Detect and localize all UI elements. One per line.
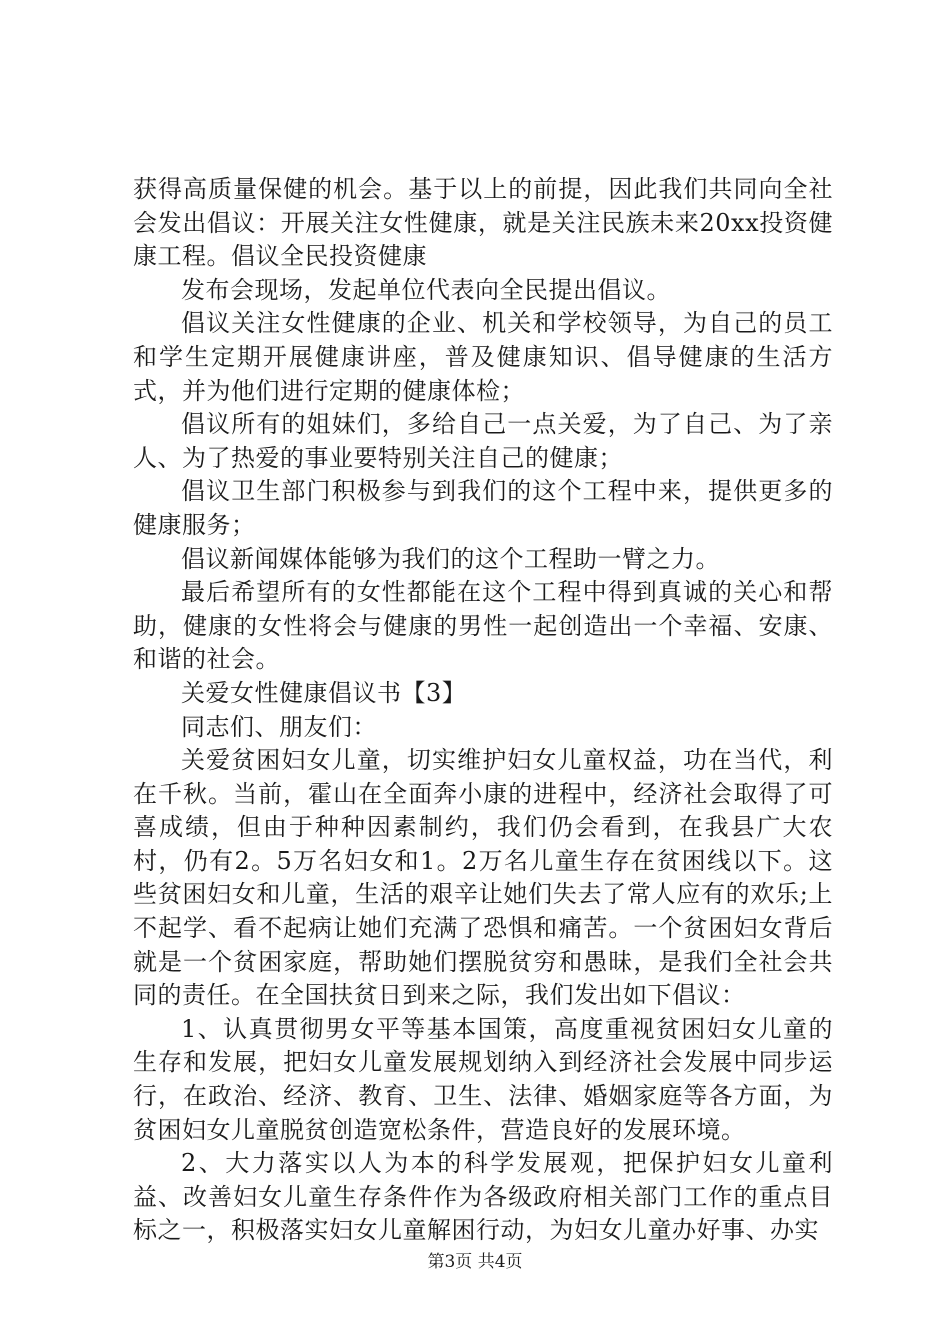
numbered-item-2: 2、大力落实以人为本的科学发展观，把保护妇女儿童利益、改善妇女儿童生存条件作为各级政府相关部门工作的重点目标之一，积极落实妇女儿童解困行动，为妇女儿童办好事、办实 bbox=[133, 1149, 833, 1245]
numbered-item-1: 1、认真贯彻男女平等基本国策，高度重视贫困妇女儿童的生存和发展，把妇女儿童发展规划纳入到经济社会发展中同步运行，在政治、经济、教育、卫生、法律、婚姻家庭等各方面，为贫困妇女儿童脱贫创造宽松条件，营造良好的发展环境。 bbox=[133, 1014, 833, 1144]
paragraph-3: 倡议关注女性健康的企业、机关和学校领导，为自己的员工和学生定期开展健康讲座，普及健康知识、倡导健康的生活方式，并为他们进行定期的健康体检； bbox=[133, 309, 833, 405]
paragraph-10: 关爱贫困妇女儿童，切实维护妇女儿童权益，功在当代，利在千秋。当前，霍山在全面奔小康的进程中，经济社会取得了可喜成绩，但由于种种因素制约，我们仍会看到，在我县广大农村，仍有2。5万名妇女和1。2万名儿童生存在贫困线以下。这些贫困妇女和儿童，生活的艰辛让她们失去了常人应有的欢乐;上不起学、看不起病让她们充满了恐惧和痛苦。一个贫困妇女背后就是一个贫困家庭，帮助她们摆脱贫穷和愚昧，是我们全社会共同的责任。在全国扶贫日到来之际，我们发出如下倡议： bbox=[133, 746, 833, 1010]
paragraph-7: 最后希望所有的女性都能在这个工程中得到真诚的关心和帮助，健康的女性将会与健康的男性一起创造出一个幸福、安康、和谐的社会。 bbox=[133, 578, 833, 674]
paragraph-6: 倡议新闻媒体能够为我们的这个工程助一臂之力。 bbox=[181, 544, 720, 573]
document-body bbox=[133, 173, 833, 1248]
paragraph-2: 发布会现场，发起单位代表向全民提出倡议。 bbox=[181, 275, 671, 304]
paragraph-5: 倡议卫生部门积极参与到我们的这个工程中来，提供更多的健康服务； bbox=[133, 477, 833, 539]
paragraph-4: 倡议所有的姐妹们，多给自己一点关爱，为了自己、为了亲人、为了热爱的事业要特别关注自己的健康； bbox=[133, 410, 833, 472]
salutation: 同志们、朋友们： bbox=[181, 712, 377, 741]
page-number-footer: 第3页 共4页 bbox=[427, 1252, 523, 1272]
section-heading: 关爱女性健康倡议书【3】 bbox=[181, 678, 467, 707]
paragraph-1: 获得高质量保健的机会。基于以上的前提，因此我们共同向全社会发出倡议：开展关注女性健康，就是关注民族未来20xx投资健康工程。倡议全民投资健康 bbox=[133, 175, 833, 271]
